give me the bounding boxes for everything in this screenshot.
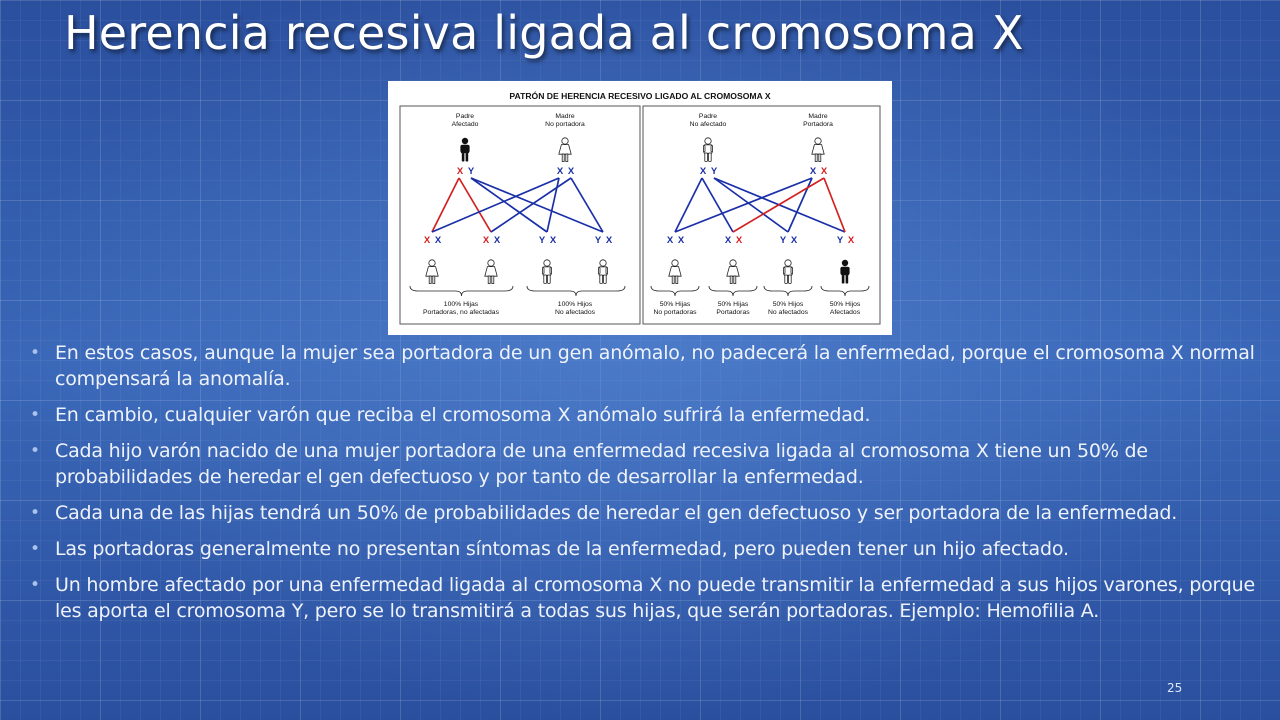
mother-chromosomes: X — [820, 166, 828, 177]
mother-chromosomes: X — [567, 166, 575, 177]
bullet-item: • Cada hijo varón nacido de una mujer portadora de una enfermedad recesiva ligada al cromosoma X tiene un 50% de probabilidades de heredar el gen defectuoso y por tanto de desarrollar la enfermedad. — [30, 438, 1255, 490]
father-chromosomes: X — [456, 166, 464, 177]
slide-title: Herencia recesiva ligada al cromosoma X — [64, 6, 1024, 60]
group-brace — [410, 286, 513, 296]
father-label: Padre — [455, 113, 475, 120]
group-brace — [821, 286, 869, 296]
child-chromosomes: X — [549, 235, 557, 246]
son-unaffected-icon — [783, 260, 792, 284]
inheritance-line — [733, 178, 824, 232]
inheritance-line — [491, 178, 571, 232]
inheritance-diagram — [388, 81, 892, 335]
group-caption: Afectados — [829, 309, 861, 316]
group-caption: 50% Hijas — [717, 301, 749, 308]
child-chromosomes: X — [735, 235, 743, 246]
son-affected-icon — [840, 260, 849, 284]
child-chromosomes: Y — [594, 235, 602, 246]
inheritance-line — [432, 178, 559, 232]
father-chromosomes: Y — [710, 166, 718, 177]
child-chromosomes: Y — [779, 235, 787, 246]
group-caption: 50% Hijas — [659, 301, 691, 308]
daughter-carrier-icon — [485, 260, 497, 284]
father-affected-icon — [460, 138, 469, 162]
father-label: Padre — [698, 113, 718, 120]
child-chromosomes: X — [482, 235, 490, 246]
mother-label: Madre — [808, 113, 828, 120]
group-caption: 50% Hijos — [772, 301, 804, 308]
daughter-icon — [669, 260, 681, 284]
child-chromosomes: X — [677, 235, 685, 246]
bullet-item: • Un hombre afectado por una enfermedad ligada al cromosoma X no puede transmitir la enfermedad a sus hijos varones, porque les aporta el cromosoma Y, pero se lo transmitirá a todas sus hijas, que serán portadoras. Ejemplo: Hemofilia A. — [30, 572, 1255, 624]
child-chromosomes: X — [423, 235, 431, 246]
group-caption: Portadoras, no afectadas — [423, 309, 499, 316]
father-label: No afectado — [689, 121, 727, 128]
bullet-list — [30, 340, 1255, 634]
bullet-item: • En cambio, cualquier varón que reciba el cromosoma X anómalo sufrirá la enfermedad. — [30, 402, 1255, 428]
group-caption: No afectados — [554, 309, 596, 316]
inheritance-line — [571, 178, 603, 232]
mother-carrier-icon — [812, 138, 824, 162]
inheritance-line — [459, 178, 491, 232]
group-caption: 100% Hijas — [443, 301, 479, 308]
son-unaffected-icon — [542, 260, 551, 284]
inheritance-line — [702, 178, 733, 232]
group-brace — [709, 286, 757, 296]
son-unaffected-icon — [598, 260, 607, 284]
bullet-item: • Cada una de las hijas tendrá un 50% de probabilidades de heredar el gen defectuoso y ser portadora de la enfermedad. — [30, 500, 1255, 526]
inheritance-line — [675, 178, 702, 232]
mother-chromosomes: X — [556, 166, 564, 177]
inheritance-line — [547, 178, 559, 232]
father-unaffected-icon — [703, 138, 712, 162]
group-caption: Portadoras — [716, 309, 750, 316]
father-label: Afectado — [451, 121, 479, 128]
child-chromosomes: Y — [538, 235, 546, 246]
child-chromosomes: Y — [836, 235, 844, 246]
mother-label: Madre — [555, 113, 575, 120]
group-caption: 50% Hijos — [829, 301, 861, 308]
group-brace — [651, 286, 699, 296]
child-chromosomes: X — [790, 235, 798, 246]
group-brace — [764, 286, 812, 296]
father-chromosomes: Y — [467, 166, 475, 177]
group-brace — [527, 286, 625, 296]
diagram-title: PATRÓN DE HERENCIA RECESIVO LIGADO AL CROMOSOMA X — [509, 91, 771, 101]
mother-label: No portadora — [545, 121, 585, 128]
mother-chromosomes: X — [809, 166, 817, 177]
child-chromosomes: X — [493, 235, 501, 246]
child-chromosomes: X — [666, 235, 674, 246]
child-chromosomes: X — [724, 235, 732, 246]
group-caption: No afectados — [767, 309, 809, 316]
mother-label: Portadora — [803, 121, 833, 128]
daughter-carrier-icon — [426, 260, 438, 284]
bullet-item: • Las portadoras generalmente no presentan síntomas de la enfermedad, pero pueden tener un hijo afectado. — [30, 536, 1255, 562]
group-caption: 100% Hijos — [557, 301, 593, 308]
child-chromosomes: X — [847, 235, 855, 246]
bullet-item: • En estos casos, aunque la mujer sea portadora de un gen anómalo, no padecerá la enfermedad, porque el cromosoma X normal compensará la anomalía. — [30, 340, 1255, 392]
daughter-icon — [727, 260, 739, 284]
group-caption: No portadoras — [653, 309, 697, 316]
inheritance-line — [432, 178, 459, 232]
child-chromosomes: X — [434, 235, 442, 246]
child-chromosomes: X — [605, 235, 613, 246]
mother-noncarrier-icon — [559, 138, 571, 162]
page-number: 25 — [1167, 681, 1183, 695]
father-chromosomes: X — [699, 166, 707, 177]
